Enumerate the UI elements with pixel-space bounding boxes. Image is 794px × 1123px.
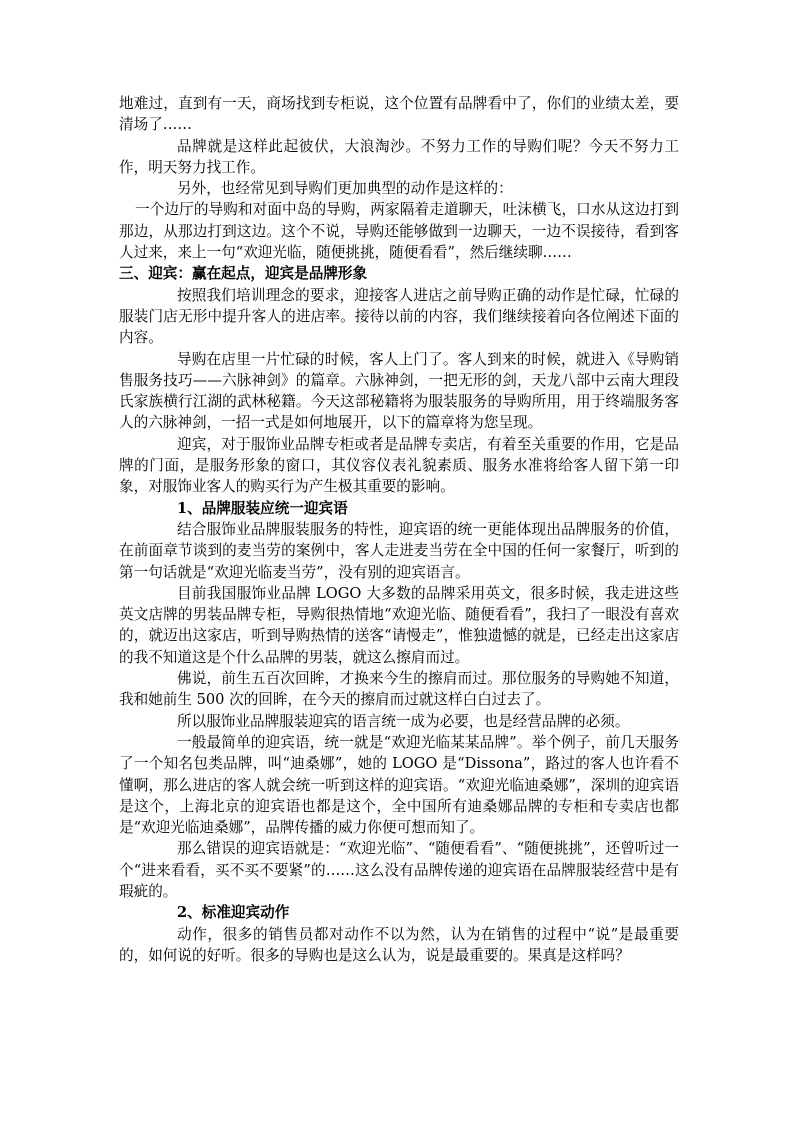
paragraph: 结合服饰业品牌服装服务的特性，迎宾语的统一更能体现出品牌服务的价值，在前面章节谈到的麦当劳的案例中，客人走进麦当劳在全中国的任何一家餐厅，听到的第一句话就是“欢迎光临麦当劳”，没有别的迎宾语言。 bbox=[119, 520, 679, 581]
paragraph: 那么错误的迎宾语就是：“欢迎光临”、“随便看看”、“随便挑挑”，还曾听过一个“进来看看，买不买不要紧”的……这么没有品牌传递的迎宾语在品牌服装经营中是有瑕疵的。 bbox=[119, 840, 679, 900]
paragraph: 按照我们培训理念的要求，迎接客人进店之前导购正确的动作是忙碌，忙碌的服装门店无形中提升客人的进店率。接待以前的内容，我们继续接着向各位阐述下面的内容。 bbox=[119, 286, 679, 347]
paragraph: 另外，也经常见到导购们更加典型的动作是这样的： bbox=[177, 180, 513, 198]
section-heading: 三、迎宾：赢在起点，迎宾是品牌形象 bbox=[119, 265, 368, 283]
subsection-heading: 2、标准迎宾动作 bbox=[177, 904, 290, 922]
paragraph: 一般最简单的迎宾语，统一就是“欢迎光临某某品牌”。举个例子，前几天服务了一个知名包类品牌，叫“迪桑娜”，她的 LOGO 是“Dissona”，路过的客人也许看不懂啊，那么进店的客人就会统一听到这样的迎宾语。“欢迎光临迪桑娜”，深圳的迎宾语是这个，上海北京的迎宾语也都是这个，全中国所有迪桑娜品牌的专柜和专卖店也都是“欢迎光临迪桑娜”，品牌传播的威力你便可想而知了。 bbox=[119, 733, 679, 837]
subsection-heading: 1、品牌服装应统一迎宾语 bbox=[177, 499, 348, 517]
paragraph: 导购在店里一片忙碌的时候，客人上门了。客人到来的时候，就进入《导购销售服务技巧——六脉神剑》的篇章。六脉神剑，一把无形的剑，天龙八部中云南大理段氏家族横行江湖的武林秘籍。今天这部秘籍将为服装服务的导购所用，用于终端服务客人的六脉神剑，一招一式是如何地展开，以下的篇章将为您呈现。 bbox=[119, 350, 679, 432]
paragraph: 迎宾，对于服饰业品牌专柜或者是品牌专卖店，有着至关重要的作用，它是品牌的门面，是服务形象的窗口，其仪容仪表礼貌素质、服务水准将给客人留下第一印象，对服饰业客人的购买行为产生极其重要的影响。 bbox=[119, 435, 679, 496]
paragraph: 佛说，前生五百次回眸，才换来今生的擦肩而过。那位服务的导购她不知道，我和她前生 500 次的回眸，在今天的擦肩而过就这样白白过去了。 bbox=[119, 670, 679, 709]
paragraph: 目前我国服饰业品牌 LOGO 大多数的品牌采用英文，很多时候，我走进这些英文店牌的男装品牌专柜，导购很热情地“欢迎光临、随便看看”，我扫了一眼没有喜欢的，就迈出这家店，听到导购热情的送客“请慢走”，惟独遗憾的就是，已经走出这家店的我不知道这是个什么品牌的男装，就这么擦肩而过。 bbox=[119, 584, 679, 666]
paragraph: 动作，很多的销售员都对动作不以为然，认为在销售的过程中“说”是最重要的，如何说的好听。很多的导购也是这么认为，说是最重要的。果真是这样吗？ bbox=[119, 925, 679, 964]
paragraph: 所以服饰业品牌服装迎宾的语言统一成为必要，也是经营品牌的必须。 bbox=[177, 712, 630, 730]
paragraph: 一个边厅的导购和对面中岛的导购，两家隔着走道聊天，吐沫横飞，口水从这边打到那边，从那边打到这边。这个不说，导购还能够做到一边聊天，一边不误接待，看到客人过来，来上一句“欢迎光临，随便挑挑，随便看看”，然后继续聊…… bbox=[119, 201, 679, 262]
document-body bbox=[119, 93, 679, 966]
paragraph: 品牌就是这样此起彼伏，大浪淘沙。不努力工作的导购们呢？今天不努力工作，明天努力找工作。 bbox=[119, 137, 679, 176]
paragraph: 地难过，直到有一天，商场找到专柜说，这个位置有品牌看中了，你们的业绩太差，要清场了…… bbox=[119, 95, 679, 134]
